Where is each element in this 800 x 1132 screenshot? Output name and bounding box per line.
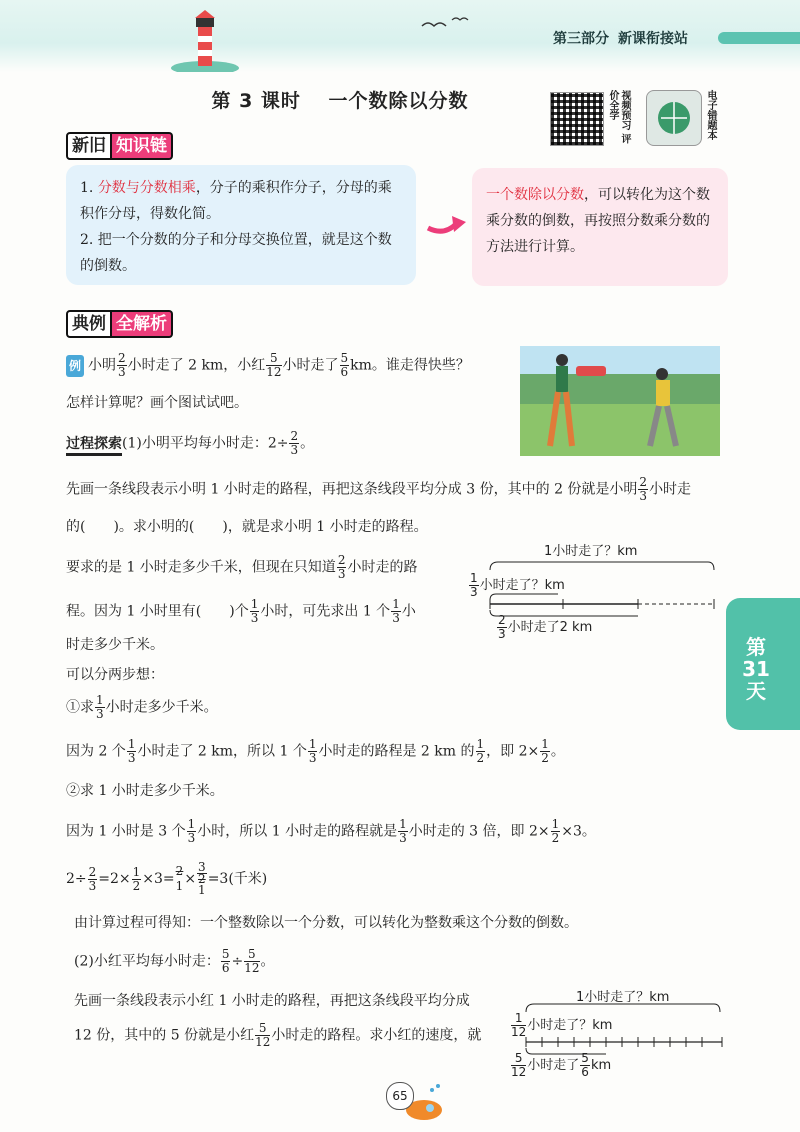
knowledge-item-2: 2. 把一个分数的分子和分母交换位置，就是这个数的倒数。 — [80, 232, 392, 274]
diagram2-mid-label: $\frac{1}{12}$ 小时走了？km — [511, 1011, 613, 1039]
calc-b: =2× — [98, 871, 131, 887]
example-question — [66, 352, 470, 379]
knowledge-tag-a: 新旧 — [66, 132, 112, 160]
day-label: 第31天 — [742, 635, 770, 703]
new-knowledge-tip — [472, 168, 728, 260]
q-text-d: km。谁走得快些？ — [350, 357, 470, 374]
example-tag — [66, 310, 173, 338]
example-tag-a: 典例 — [66, 310, 112, 338]
fraction-one-half: $\frac{1}{2}$ — [551, 817, 560, 845]
page-number: 65 — [386, 1082, 414, 1110]
knowledge-chain-tag — [66, 132, 173, 160]
globe-icon — [647, 91, 701, 145]
header-accent-bar — [718, 32, 800, 44]
fraction-one-third: $\frac{1}{3}$ — [399, 817, 407, 845]
s2d: ，即 2× — [486, 743, 540, 760]
paragraph-1a — [66, 476, 691, 503]
fraction-five-sixths: $\frac{5}{6}$ — [340, 351, 349, 379]
q-text-b: 小时走了 2 km，小红 — [127, 357, 266, 374]
paragraph-2c — [66, 598, 416, 625]
item1-rest: ，分子的乘积作分子，分母的乘积作分母，得数化简。 — [80, 180, 392, 222]
step-1-heading — [66, 694, 218, 721]
s4a: 因为 1 小时是 3 个 — [66, 823, 186, 840]
video-qr-code[interactable] — [550, 92, 604, 146]
calculation-line — [66, 862, 267, 896]
fraction-one-half: $\frac{1}{2}$ — [476, 737, 485, 765]
fraction-two-thirds: $\frac{2}{3}$ — [639, 475, 648, 503]
q-text-a: 小明 — [88, 357, 117, 374]
knowledge-tag-b: 知识链 — [112, 132, 173, 160]
header-section: 第三部分 — [553, 31, 609, 47]
p2d: 小时，可先求出 1 个 — [260, 603, 391, 620]
lesson-number: 第 3 课时 — [211, 90, 301, 112]
diagram2-top-label: 1小时走了？km — [576, 990, 670, 1005]
diagram1-top-brace — [488, 558, 718, 572]
s4b: 小时，所以 1 小时走的路程就是 — [197, 823, 398, 840]
example-tag-b: 全解析 — [112, 310, 173, 338]
paragraph-1c: 的( )。求小明的( )，就是求小明 1 小时走的路程。 — [66, 519, 428, 535]
calc-d: × — [184, 871, 197, 887]
cancelled-fraction: 3 2 1 — [198, 860, 206, 897]
fraction-two-thirds: $\frac{2}{3}$ — [118, 351, 126, 379]
fraction-five-sixths: $\frac{5}{6}$ — [221, 947, 230, 975]
p1a: 先画一条线段表示小明 1 小时走的路程，再把这条线段平均分成 3 份，其中的 2 份就是小明 — [66, 481, 638, 498]
fraction-one-third: $\frac{1}{3}$ — [96, 693, 104, 721]
p2a: 要求的是 1 小时走多少千米，但现在只知道 — [66, 559, 336, 576]
paragraph-4a: 先画一条线段表示小红 1 小时走的路程，再把这条线段平均分成 — [74, 993, 470, 1009]
paragraph-3: 可以分两步想： — [66, 667, 164, 683]
example-question-2: 怎样计算呢？画个图试试吧。 — [66, 395, 248, 411]
s2b: 小时走了 2 km，所以 1 个 — [137, 743, 307, 760]
lighthouse-icon — [170, 8, 240, 72]
item1-number: 1. — [80, 180, 94, 196]
p4b: 12 份，其中的 5 份就是小红 — [74, 1027, 255, 1044]
paragraph-2f: 时走多少千米。 — [66, 637, 164, 653]
knowledge-item-1 — [66, 165, 416, 227]
s1b: 小时走多少千米。 — [105, 699, 218, 716]
step-2-explanation — [66, 818, 596, 845]
process-tag: 过程探索 — [66, 436, 122, 456]
diagram2-bottom-label: $\frac{5}{12}$ 小时走了 $\frac{5}{6}$ km — [511, 1051, 612, 1079]
calc-e: =3(千米) — [207, 871, 268, 887]
item1-highlight: 分数与分数相乘 — [97, 180, 196, 196]
step-1-explanation: 因为 2 个 $\frac{1}{3}$ 小时走了 2 km，所以 1 个 $\frac{1}{3}$ 小时走的路程是 2 km 的 $\frac{1}{2}$ ，即 2× $\frac{1}{2}$ 。 — [66, 737, 565, 765]
calc-a: 2÷ — [66, 871, 87, 887]
diagram1-mid-label: $\frac{1}{3}$ 小时走了？km — [470, 571, 565, 599]
example-label: 例 — [66, 355, 84, 377]
p2c: 程。因为 1 小时里有( )个 — [66, 603, 249, 620]
fraction-two-thirds: $\frac{2}{3}$ — [88, 864, 97, 893]
new-knowledge-box — [472, 168, 728, 286]
line-diagram-1 — [470, 540, 712, 641]
error-book-qr-code[interactable] — [646, 90, 702, 146]
s4d: ×3。 — [561, 823, 596, 840]
cancelled-two: 2 1 — [175, 864, 184, 893]
p2e: 小 — [401, 603, 416, 620]
s2a: 因为 2 个 — [66, 743, 126, 760]
tip-highlight: 一个数除以分数 — [486, 187, 584, 203]
step1-text: (1)小明平均每小时走：2÷ — [122, 435, 289, 452]
diagram1-bottom-label: $\frac{2}{3}$ 小时走了2 km — [498, 613, 593, 641]
tip-rest: ，可以转化为这个数乘分数的倒数，再按照分数乘分数的方法进行计算。 — [486, 187, 710, 255]
bird-icon — [420, 14, 470, 34]
fraction-one-third: $\frac{1}{3}$ — [187, 817, 196, 845]
diagram1-top-label: 1小时走了？km — [544, 544, 638, 559]
error-book-caption: 电子错题本 — [705, 90, 716, 140]
s2c: 小时走的路程是 2 km 的 — [318, 743, 475, 760]
fraction-five-twelfths: $\frac{5}{12}$ — [244, 947, 260, 975]
step-2-heading: ②求 1 小时走多少千米。 — [66, 783, 224, 799]
fraction-one-third: $\frac{1}{3}$ — [308, 737, 317, 765]
conclusion: 由计算过程可得知：一个整数除以一个分数，可以转化为整数乘这个分数的倒数。 — [74, 915, 578, 931]
header-site: 新课衔接站 — [618, 31, 688, 47]
step-2-line: (2)小红平均每小时走： $\frac{5}{6}$ ÷ $\frac{5}{12}$ 。 — [74, 947, 275, 975]
fraction-five-twelfths: $\frac{5}{12}$ — [266, 351, 282, 379]
lesson-topic: 一个数除以分数 — [328, 90, 469, 112]
fraction-one-half: $\frac{1}{2}$ — [541, 737, 549, 765]
walking-kids-illustration — [520, 346, 720, 456]
fraction-five-twelfths: $\frac{5}{12}$ — [255, 1021, 271, 1049]
p4c: 小时走的路程。求小红的速度，就 — [271, 1027, 482, 1044]
line-diagram-2 — [510, 986, 720, 1086]
arrow-icon — [424, 208, 468, 240]
q-text-c: 小时走了 — [282, 357, 339, 374]
s1a: ①求 — [66, 699, 94, 716]
step-1-line: 过程探索(1)小明平均每小时走：2÷ $\frac{2}{3}$ 。 — [66, 429, 315, 457]
fraction-one-third: $\frac{1}{3}$ — [127, 737, 136, 765]
step2-text: (2)小红平均每小时走： — [74, 953, 220, 970]
fraction-two-thirds: $\frac{2}{3}$ — [290, 429, 299, 457]
calc-c: ×3= — [142, 871, 175, 887]
fraction-one-third: $\frac{1}{3}$ — [392, 597, 400, 625]
p1b: 小时走 — [649, 481, 692, 498]
video-qr-caption: 视频预习 评价全学 — [607, 90, 630, 144]
paragraph-2a — [66, 554, 417, 581]
old-knowledge-box — [66, 165, 416, 285]
fraction-one-third: $\frac{1}{3}$ — [250, 597, 259, 625]
p2b: 小时走的路 — [347, 559, 418, 576]
s4c: 小时走的 3 倍，即 2× — [408, 823, 550, 840]
fraction-one-half: $\frac{1}{2}$ — [132, 864, 141, 893]
fraction-two-thirds: $\frac{2}{3}$ — [337, 553, 346, 581]
paragraph-4b — [74, 1022, 481, 1049]
